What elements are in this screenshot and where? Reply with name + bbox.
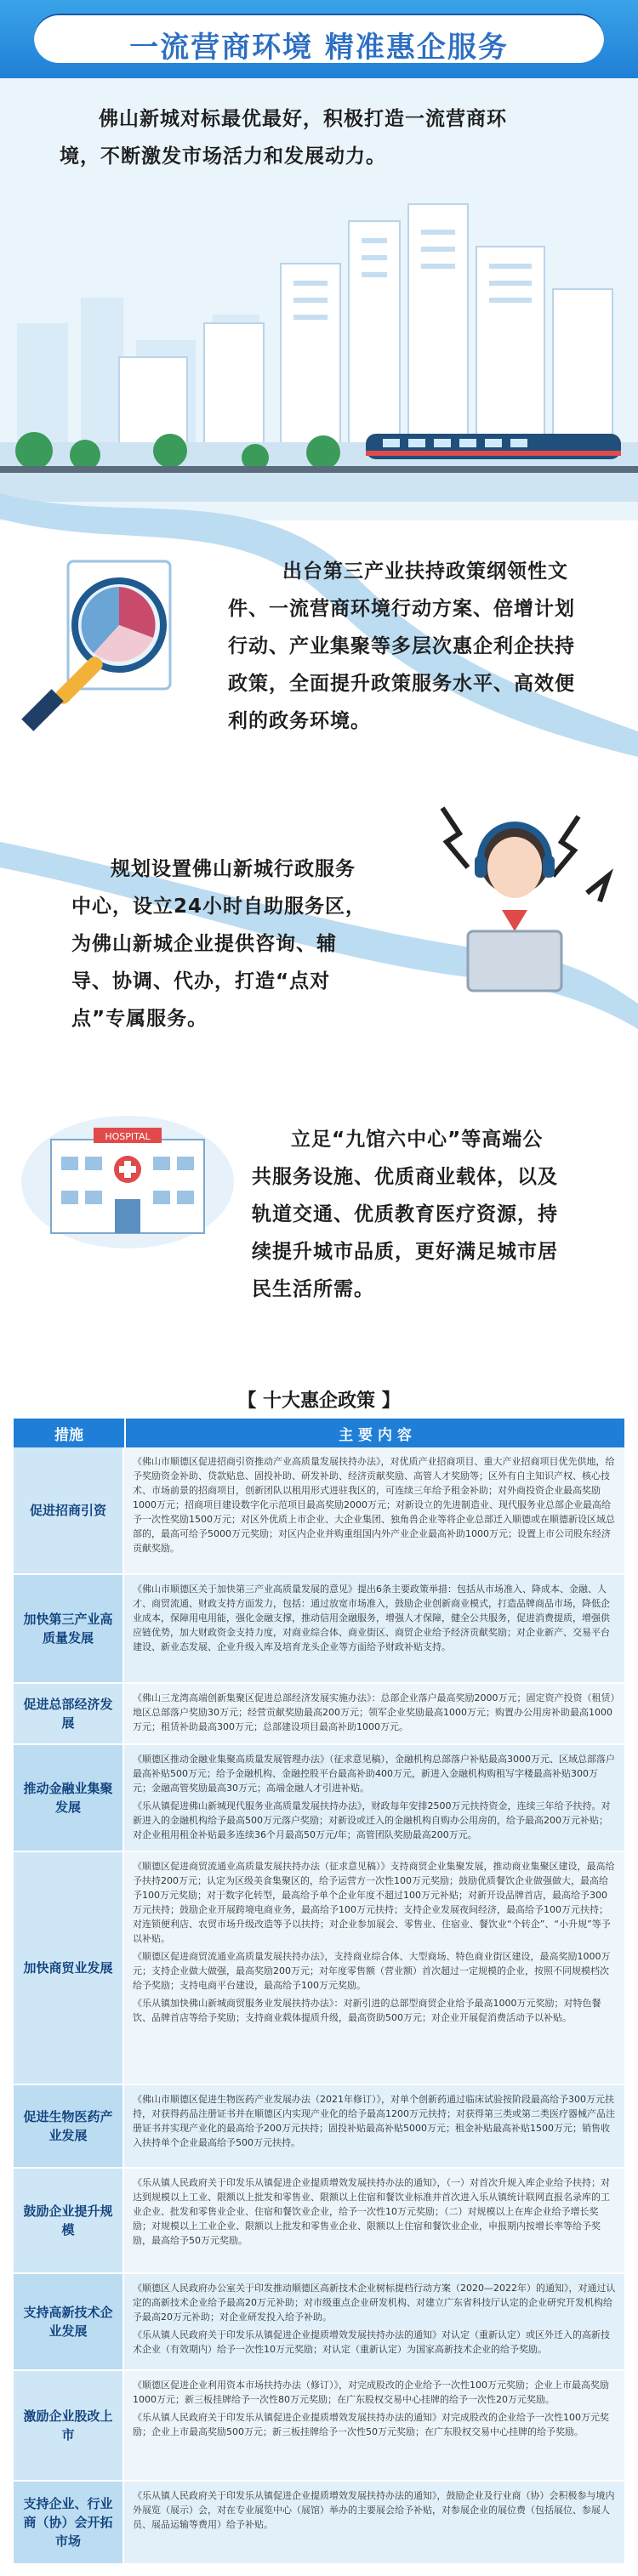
section-3-paragraph: [252, 1121, 626, 1308]
table-row: [14, 1684, 624, 1745]
policy-item: 《顺德区促进商贸流通业高质量发展扶持办法》，支持商业综合体、大型商场、特色商业街区建设，最高奖励1000万元；支持企业做大做强，最高奖励200万元；对年度零售额（营业额）首次超过一定规模的企业，按照不同规模档次给予奖励；支持电商平台建设，最高给予100万元奖励。: [133, 1951, 611, 1991]
content-cell: [124, 1852, 624, 2084]
section-line: 政策，全面提升政策服务水平、高效便: [228, 673, 575, 695]
section-line: 为佛山新城企业提供咨询、辅: [71, 933, 337, 955]
policy-table-title: 【 十大惠企政策 】: [237, 1390, 401, 1412]
section-line: 件、一流营商环境行动方案、倍增计划: [228, 598, 575, 620]
table-row: [14, 1745, 624, 1852]
content-cell: [124, 2371, 624, 2480]
table-row: [14, 1852, 624, 2085]
table-row: [14, 1447, 624, 1575]
policy-table: [14, 1419, 624, 2565]
policy-item: 《佛山市顺德区促进招商引资推动产业高质量发展扶持办法》，对优质产业招商项目、重大产业招商项目优先供地，给予奖励资金补助、贷款贴息、固投补助、研发补助、经济贡献奖励、高管人才奖励等；区外有自主知识产权、核心技术、市场前景的招商项目，创新团队以租用形式进驻我区的，可连续三年给予租金补助；对外商投资企业最高奖励1000万元；招商项目建设数字化示范项目最高奖励2000万元；对新设立的先进制造业、现代服务业总部企业最高给予一次性奖励1500万元；对区外优质上市企业、大企业集团、独角兽企业等将企业总部迁入顺德或在顺德新设区域总部的，最高可给予5000万元奖励；对区内企业并购重组国内外产业企业最高补助1000万元；设置上市公司股东经济贡献奖励。: [133, 1456, 615, 1554]
policy-item: 《顺德区推动金融业集聚高质量发展管理办法》（征求意见稿），金融机构总部落户补贴最高3000万元、区域总部落户最高补贴500万元；给予金融机构、金融控股平台最高补助400万元，新进入金融机构购租写字楼最高补贴300万元；金融高管奖励最高30万元；高端金融人才引进补贴。: [133, 1754, 615, 1794]
policy-item: 《佛山三龙湾高端创新集聚区促进总部经济发展实施办法》：总部企业落户最高奖励2000万元；固定资产投资（租赁）地区总部落户奖励30万元；经营贡献奖励最高200万元；领军企业奖励最高1000万元；购置办公用房补助最高1000万元；租赁补助最高300万元；总部建设项目最高补助1000万元。: [133, 1692, 615, 1732]
hospital-building-icon: [17, 1097, 238, 1250]
header-banner: [0, 0, 638, 78]
table-row: [14, 2085, 624, 2169]
customer-service-agent-icon: [408, 782, 621, 1004]
policy-item: 《乐从镇人民政府关于印发乐从镇促进企业提质增效发展扶持办法的通知》，鼓励企业及行业商（协）会积极参与境内外展览（展示）会，对在专业展览中心（展馆）举办的主要展会给予补贴，对参展企业的展位费（包括展位、参展人员、展品运输等费用）给予补贴。: [133, 2490, 615, 2530]
table-row: [14, 2169, 624, 2274]
table-row: [14, 2274, 624, 2371]
measure-cell: 加快第三产业高质量发展: [14, 1575, 124, 1682]
policy-item: 《顺德区促进商贸流通业高质量发展扶持办法（征求意见稿）》支持商贸企业集聚发展，推动商业集聚区建设，最高给予扶持200万元；认定为区级美食集聚区的，给予运营方一次性100万元奖励；鼓励优质餐饮企业做强做大，最高给予100万元奖励；对于数字化转型，最高给予单个企业年度不超过100万元补贴；对新开设品牌首店，最高给予300万元扶持；鼓励企业开展跨境电商业务，最高给予100万元扶持；支持企业发展夜间经济，最高给予100万元扶持；对连锁便利店、农贸市场升级改造等予以扶持；对企业参加展会、零售业、住宿业、餐饮业“个转企”、“小升规”等予以补贴。: [133, 1861, 615, 1944]
section-line: 共服务设施、优质商业载体，以及: [252, 1166, 558, 1188]
measure-cell: 支持高新技术企业发展: [14, 2274, 124, 2369]
measure-cell: 促进生物医药产业发展: [14, 2085, 124, 2167]
policy-item: 《顺德区促进企业利用资本市场扶持办法（修订）》，对完成股改的企业给予一次性100万元奖励；企业上市最高奖励1000万元；新三板挂牌给予一次性80万元奖励；在广东股权交易中心挂牌的给予一次性20万元奖励。: [133, 2380, 609, 2405]
section-line: 轨道交通、优质教育医疗资源，持: [252, 1203, 558, 1225]
measure-cell: 激励企业股改上市: [14, 2371, 124, 2480]
policy-item: 《顺德区人民政府办公室关于印发推动顺德区高新技术企业树标提档行动方案（2020—2022年）的通知》，对通过认定的高新技术企业给予最高20万元补助；对市级重点企业研发机构、对建立广东省科技厅认定的企业研究开发机构给予最高20万元补助；对企业研发投入给予补助。: [133, 2283, 616, 2323]
section-line: 点”专属服务。: [71, 1008, 208, 1030]
city-skyline-illustration: [0, 196, 638, 502]
section-line: 出台第三产业扶持政策纲领性文: [282, 560, 568, 583]
intro-line: 境，不断激发市场活力和发展动力。: [60, 145, 386, 168]
section-2-paragraph: [71, 850, 412, 1038]
content-cell: [124, 1575, 624, 1682]
intro-line: 佛山新城对标最优最好，积极打造一流营商环: [99, 108, 507, 130]
policy-item: 《乐从镇促进佛山新城现代服务业高质量发展扶持办法》，财政每年安排2500万元扶持资金，连续三年给予扶持。对新进入的金融机构给予最高500万元落户奖励；对新设或迁入的金融机构自购办公用房的，给予最高200万元补贴；对企业租用租金补贴最多连续36个月最高50万元/年；高管团队奖励最高200万元。: [133, 1800, 611, 1840]
policy-item: 《佛山市顺德区促进生物医药产业发展办法（2021年修订）》，对单个创新药通过临床试验按阶段最高给予300万元扶持，对获得药品注册证书并在顺德区内实现产业化的给予最高1200万元扶持；对获得第三类或第二类医疗器械产品注册证书并实现产业化的最高给予200万元扶持；固投补贴最高补贴5000万元；租金补贴最高补贴1500万元；销售收入扶持单个企业最高给予500万元扶持。: [133, 2094, 615, 2148]
section-1-paragraph: [228, 553, 628, 740]
content-cell: [124, 2169, 624, 2272]
policy-item: 《乐从镇人民政府关于印发乐从镇促进企业提质增效发展扶持办法的通知》，（一）对首次升规入库企业给予扶持；对达到规模以上工业、限额以上批发和零售业、限额以上住宿和餐饮业标准并首次进入乐从镇统计联网直报名录库的工业企业、批发和零售业企业、住宿和餐饮业企业，给予一次性10万元奖励；（二）对规模以上在库企业给予增长奖励；对规模以上工业企业、限额以上批发和零售业企业、限额以上住宿和餐饮业企业，申报期内按增长率等给予奖励，最高给予50万元奖励。: [133, 2177, 610, 2246]
section-line: 民生活所需。: [252, 1278, 374, 1300]
content-cell: [124, 1447, 624, 1573]
header-content: 主 要 内 容: [339, 1426, 412, 1444]
measure-cell: 支持企业、行业商（协）会开拓市场: [14, 2482, 124, 2563]
section-line: 中心，设立24小时自助服务区，: [71, 896, 367, 918]
header-measure: 措施: [14, 1419, 126, 1447]
section-line: 立足“九馆六中心”等高端公: [291, 1129, 544, 1151]
table-row: [14, 2371, 624, 2482]
section-line: 导、协调、代办，打造“点对: [71, 970, 331, 992]
table-row: [14, 2482, 624, 2565]
policy-item: 《佛山市顺德区关于加快第三产业高质量发展的意见》提出6条主要政策举措：包括从市场准入、降成本、金融、人才、商贸流通、财政支持方面发力，包括：通过放宽市场准入，鼓励企业创新商业模式，打造品牌商品市场，降低企业成本，保障用电用能，强化金融支撑，推动信用金融服务，增强人才保障，健全公共服务，促进消费提质，增强供应链优势，加大财政资金支持力度，对商业综合体、商业街区、商贸企业给予经济贡献奖励；对企业新产、交易平台建设、新业态发展、企业升级入库及培育龙头企业等方面给予财政补贴支持。: [133, 1584, 610, 1652]
measure-cell: 推动金融业集聚发展: [14, 1745, 124, 1851]
page-title: 一流营商环境 精准惠企服务: [129, 31, 509, 65]
table-row: [14, 1575, 624, 1684]
policy-item: 《乐从镇人民政府关于印发乐从镇促进企业提质增效发展扶持办法的通知》对认定（重新认定）或区外迁入的高新技术企业（有效期内）给予一次性10万元奖励；对认定（重新认定）为国家高新技术企业的给予奖励。: [133, 2329, 610, 2355]
measure-cell: 促进招商引资: [14, 1447, 124, 1573]
measure-cell: 加快商贸业发展: [14, 1852, 124, 2084]
content-cell: [124, 1745, 624, 1851]
table-header: [14, 1419, 624, 1447]
content-cell: [124, 1684, 624, 1743]
policy-item: 《乐从镇人民政府关于印发乐从镇促进企业提质增效发展扶持办法的通知》对完成股改的企业给予一次性100万元奖励；企业上市最高奖励500万元；新三板挂牌给予一次性50万元奖励；在广东股权交易中心挂牌的给予奖励。: [133, 2412, 609, 2437]
section-line: 行动、产业集聚等多层次惠企利企扶持: [228, 635, 575, 657]
content-cell: [124, 2482, 624, 2563]
hospital-sign-text: HOSPITAL: [105, 1131, 151, 1142]
measure-cell: 促进总部经济发展: [14, 1684, 124, 1743]
banner-pill: [34, 14, 604, 63]
section-line: 利的政务环境。: [228, 710, 371, 732]
content-cell: [124, 2274, 624, 2369]
policy-item: 《乐从镇加快佛山新城商贸服务业发展扶持办法》：对新引进的总部型商贸企业给予最高1000万元奖励；对特色餐饮、品牌首店等给予奖励；支持商业载体提质升级，最高资助500万元；对企业开展促消费活动予以补贴。: [133, 1998, 601, 2023]
measure-cell: 鼓励企业提升规模: [14, 2169, 124, 2272]
section-line: 规划设置佛山新城行政服务: [111, 858, 356, 880]
intro-paragraph: [60, 100, 587, 175]
magnifier-chart-icon: [17, 553, 187, 740]
content-cell: [124, 2085, 624, 2167]
section-line: 续提升城市品质，更好满足城市居: [252, 1241, 558, 1263]
